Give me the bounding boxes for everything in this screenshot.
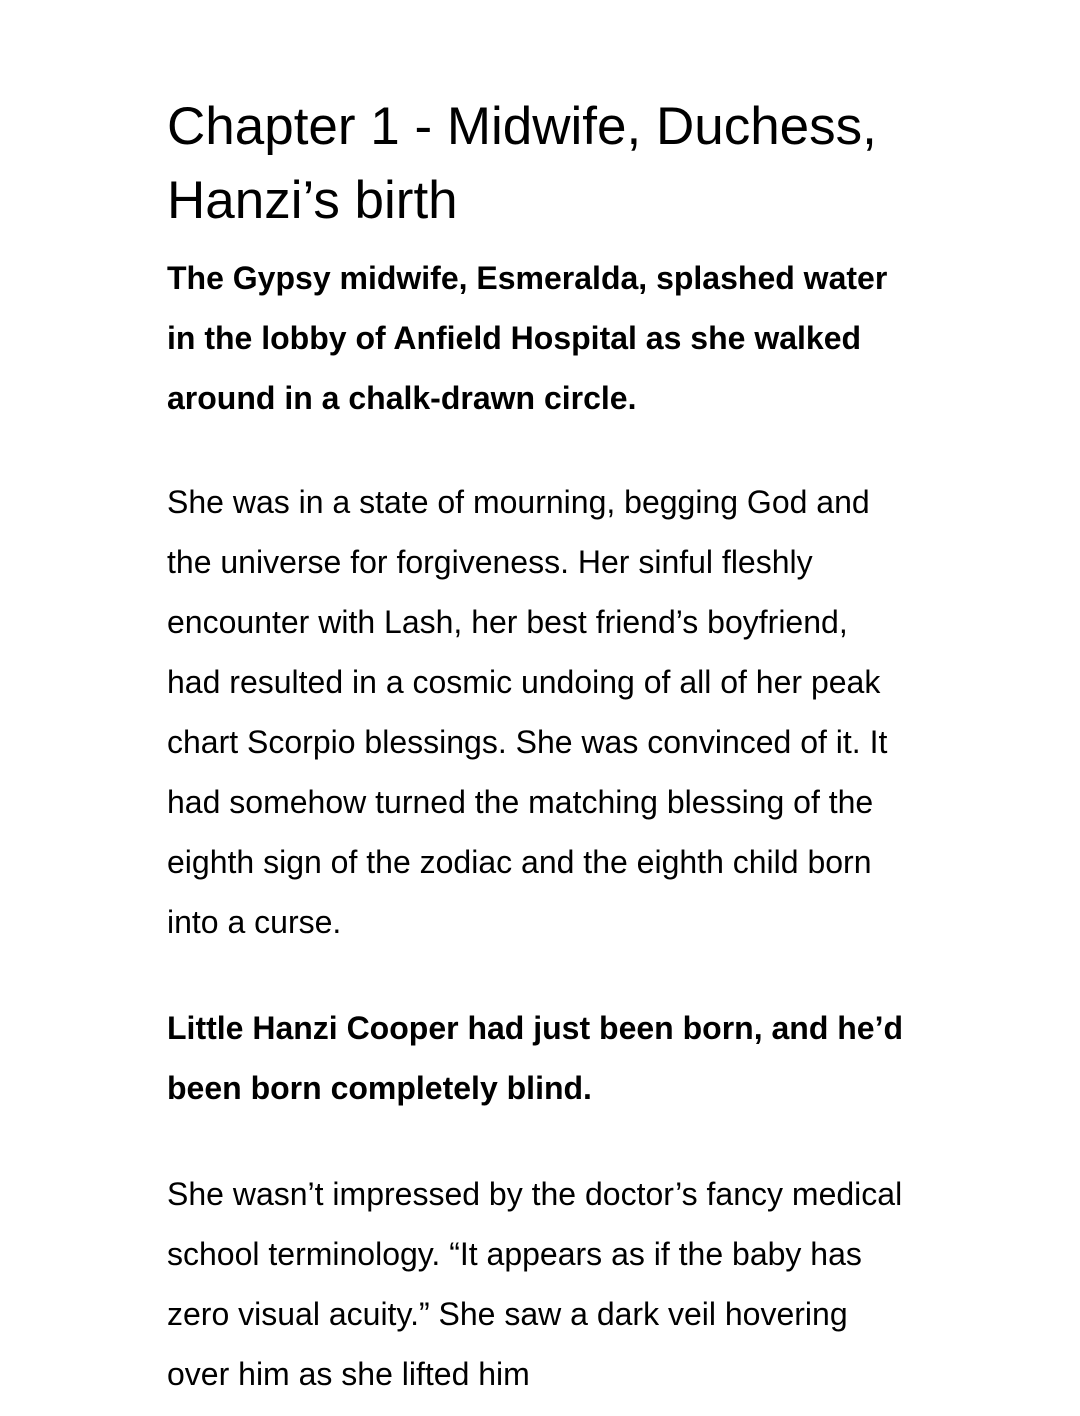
paragraph-doctor: She wasn’t impressed by the doctor’s fancy medical school terminology. “It appears as if the baby has zero visual acuity.” She saw a dark veil hovering over him as she lifted him bbox=[167, 1176, 903, 1392]
chapter-title: Chapter 1 - Midwife, Duchess, Hanzi’s birth bbox=[167, 97, 877, 230]
paragraph-bold-intro: The Gypsy midwife, Esmeralda, splashed water in the lobby of Anfield Hospital as she walked around in a chalk-drawn circle. bbox=[167, 260, 888, 416]
paragraph-mourning: She was in a state of mourning, begging God and the universe for forgiveness. Her sinful fleshly encounter with Lash, her best friend’s boyfriend, had resulted in a cosmic undoing of all of her peak chart Scorpio blessings. She was convinced of it. It had somehow turned the matching blessing of the eighth sign of the zodiac and the eighth child born into a curse. bbox=[167, 484, 888, 940]
paragraph-bold-hanzi-born: Little Hanzi Cooper had just been born, and he’d been born completely blind. bbox=[167, 1010, 904, 1106]
chapter-content bbox=[167, 90, 907, 1404]
